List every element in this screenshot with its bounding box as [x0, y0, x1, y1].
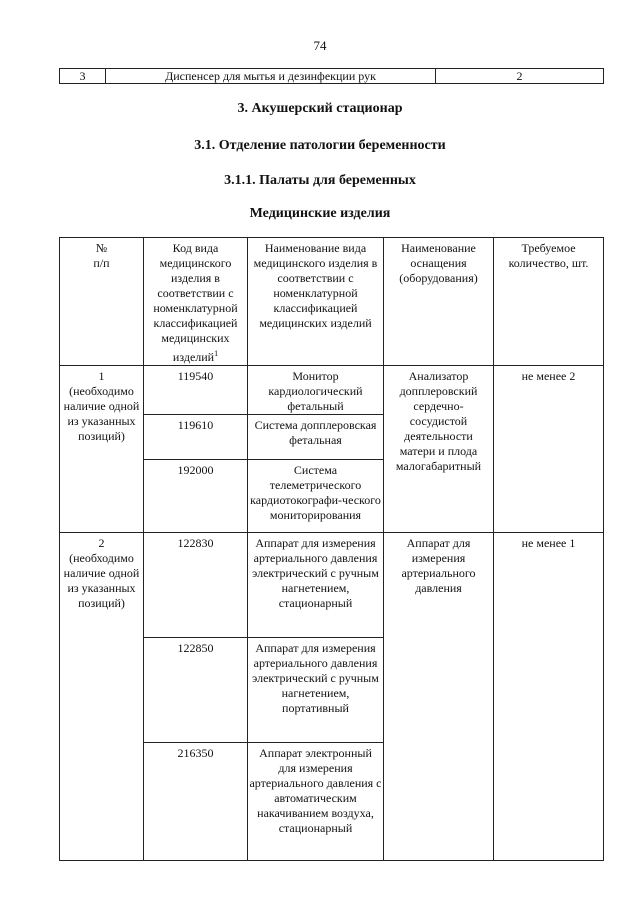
group-number: 2 (необходимо наличие одной из указанных позиций) [60, 533, 144, 861]
item-code: 119610 [144, 415, 248, 460]
row-number: 3 [60, 69, 106, 84]
table-row [60, 366, 604, 415]
group-equipment: Анализатор допплеровский сердечно-сосудистой деятельности матери и плода малогабаритный [384, 366, 494, 533]
continuation-table [59, 68, 604, 84]
item-code: 216350 [144, 743, 248, 861]
item-name: Аппарат для измерения артериального давления электрический с ручным нагнетением, портативный [248, 638, 384, 743]
table-header-row [60, 238, 604, 366]
subsection-heading: 3.1. Отделение патологии беременности [194, 138, 446, 153]
group-quantity: не менее 2 [494, 366, 604, 533]
item-code: 122830 [144, 533, 248, 638]
row-name: Диспенсер для мытья и дезинфекции рук [106, 69, 436, 84]
header-qty: Требуемое количество, шт. [494, 238, 604, 366]
header-equipment: Наименование оснащения (оборудования) [384, 238, 494, 366]
item-code: 192000 [144, 460, 248, 533]
header-num: № п/п [60, 238, 144, 366]
subsubsection-heading: 3.1.1. Палаты для беременных [224, 173, 416, 188]
table-row [60, 69, 604, 84]
item-code: 122850 [144, 638, 248, 743]
item-code: 119540 [144, 366, 248, 415]
item-name: Аппарат для измерения артериального давления электрический с ручным нагнетением, стационарный [248, 533, 384, 638]
row-quantity: 2 [436, 69, 604, 84]
item-name: Система телеметрического кардиотокографи-ческого мониторирования [248, 460, 384, 533]
item-name: Монитор кардиологический фетальный [248, 366, 384, 415]
group-number: 1 (необходимо наличие одной из указанных позиций) [60, 366, 144, 533]
table-title: Медицинские изделия [249, 206, 391, 221]
group-quantity: не менее 1 [494, 533, 604, 861]
devices-table [59, 237, 604, 861]
section-heading: 3. Акушерский стационар [237, 101, 403, 116]
header-name: Наименование вида медицинского изделия в соответствии с номенклатурной классификацией медицинских изделий [248, 238, 384, 366]
group-equipment: Аппарат для измерения артериального давления [384, 533, 494, 861]
item-name: Система допплеровская фетальная [248, 415, 384, 460]
page-number: 74 [313, 38, 327, 53]
header-code [144, 238, 248, 366]
item-name: Аппарат электронный для измерения артериального давления с автоматическим накачиванием воздуха, стационарный [248, 743, 384, 861]
footnote-mark: 1 [214, 349, 219, 358]
table-row [60, 533, 604, 638]
header-code-text: Код вида медицинского изделия в соответствии с номенклатурной классификацией медицинских изделий [153, 241, 238, 364]
